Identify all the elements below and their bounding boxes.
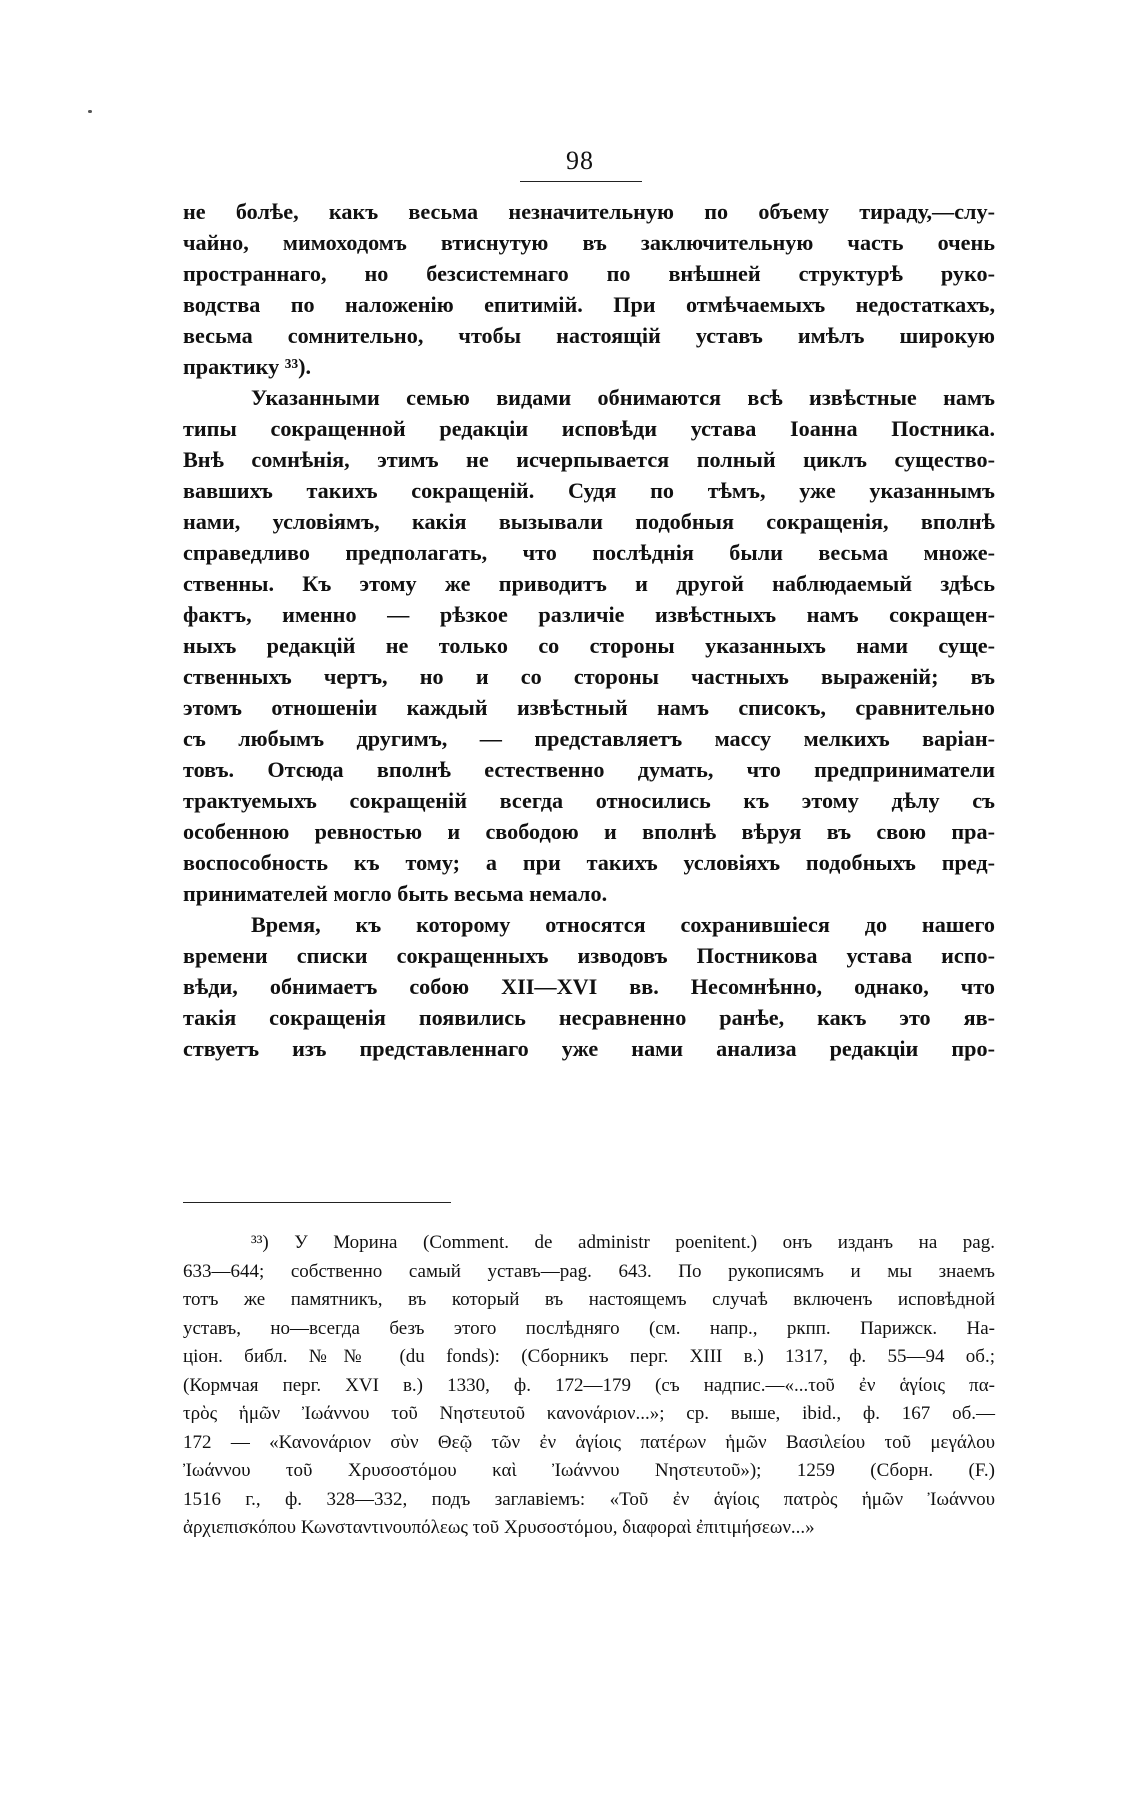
footnote-line: ³³) У Морина (Comment. de administr poenitent.) онъ изданъ на pag. [251,1232,995,1253]
text-line: вавшихъ такихъ сокращеній. Судя по тѣмъ, уже указаннымъ [183,478,995,503]
footnote-line: Ἰωάννου τοῦ Χρυσοστόμου καὶ Ἰωάννου Νηστευτοῦ»); 1259 (Сборн. (F.) [183,1460,995,1481]
footnote-line: уставъ, но—всегда безъ этого послѣдняго (см. напр., ркпп. Парижск. На- [183,1317,995,1339]
text-line: водства по наложенію епитимій. При отмѣчаемыхъ недостаткахъ, [183,292,995,317]
text-line: этомъ отношеніи каждый извѣстный намъ списокъ, сравнительно [183,695,995,720]
text-line: ственныхъ чертъ, но и со стороны частныхъ выраженій; въ [183,664,995,689]
footnote-line: ціон. библ. №№ (du fonds): (Сборникъ перг. XIII в.) 1317, ф. 55—94 об.; [183,1346,995,1367]
text-line: принимателей могло быть весьма немало. [183,881,608,906]
scan-speck [88,110,92,113]
footnote-line: τρὸς ἡμῶν Ἰωάννου τοῦ Νηστευτοῦ κανονάριον...»; ср. выше, ibid., ф. 167 об.— [183,1403,995,1424]
text-line: такія сокращенія появились несравненно ранѣе, какъ это яв- [183,1005,995,1030]
text-line: не болѣе, какъ весьма незначительную по объему тираду,—слу- [183,199,995,224]
footnote-line: 633—644; собственно самый уставъ—pag. 643. По рукописямъ и мы знаемъ [183,1260,995,1282]
text-line: ственны. Къ этому же приводитъ и другой наблюдаемый здѣсь [183,571,995,596]
main-text [183,196,995,1064]
footnote [183,1229,995,1543]
page-number: 98 [566,146,594,175]
footnote-line: 1516 г., ф. 328—332, подъ заглавіемъ: «Τοῦ ἐν ἁγίοις πατρὸς ἡμῶν Ἰωάννου [183,1488,995,1510]
footnote-rule [183,1202,451,1203]
text-line: весьма сомнительно, чтобы настоящій уставъ имѣлъ широкую [183,323,995,348]
text-line: вѣди, обнимаетъ собою XII—XVI вв. Несомнѣнно, однако, что [183,974,995,999]
text-line: ныхъ редакцій не только со стороны указанныхъ нами суще- [183,633,995,658]
text-line: съ любымъ другимъ, — представляетъ массу мелкихъ варіан- [183,726,995,751]
text-line: фактъ, именно — рѣзкое различіе извѣстныхъ намъ сокращен- [183,602,995,627]
footnote-line: (Кормчая перг. XVI в.) 1330, ф. 172—179 (съ надпис.—«...τοῦ ἐν ἁγίοις πα- [183,1374,995,1396]
text-line: пространнаго, но безсистемнаго по внѣшней структурѣ руко- [183,261,995,286]
text-line: справедливо предполагать, что послѣднія были весьма множе- [183,540,995,565]
text-line: ствуетъ изъ представленнаго уже нами анализа редакціи про- [183,1036,995,1061]
text-line: Внѣ сомнѣнія, этимъ не исчерпывается полный циклъ существо- [183,447,995,472]
page-number-rule [520,181,642,182]
footnote-line: 172 — «Κανονάριον σὺν Θεῷ τῶν ἐν ἁγίοις πατέρων ἡμῶν Βασιλείου τοῦ μεγάλου [183,1431,995,1453]
text-line: чайно, мимоходомъ втиснутую въ заключительную часть очень [183,230,995,255]
text-line: Время, къ которому относятся сохранившіеся до нашего [251,912,995,937]
footnote-line: ἀρχιεπισκόπου Κωνσταντινουπόλεως τοῦ Χρυσοστόμου, διαφοραὶ ἐπιτιμήσεων...» [183,1517,815,1538]
footnote-line: тотъ же памятникъ, въ который въ настоящемъ случаѣ включенъ исповѣдной [183,1289,995,1310]
text-line: Указанными семью видами обнимаются всѣ извѣстные намъ [251,385,995,410]
text-line: воспособность къ тому; а при такихъ условіяхъ подобныхъ пред- [183,850,995,875]
text-line: особенною ревностью и свободою и вполнѣ вѣруя въ свою пра- [183,819,995,844]
text-line: нами, условіямъ, какія вызывали подобныя сокращенія, вполнѣ [183,509,995,534]
text-line: времени списки сокращенныхъ изводовъ Постникова устава испо- [183,943,995,968]
text-line: товъ. Отсюда вполнѣ естественно думать, что предприниматели [183,757,995,782]
text-line: практику ³³). [183,354,312,379]
text-line: типы сокращенной редакціи исповѣди устава Іоанна Постника. [183,416,995,441]
text-line: трактуемыхъ сокращеній всегда относились къ этому дѣлу съ [183,788,995,813]
